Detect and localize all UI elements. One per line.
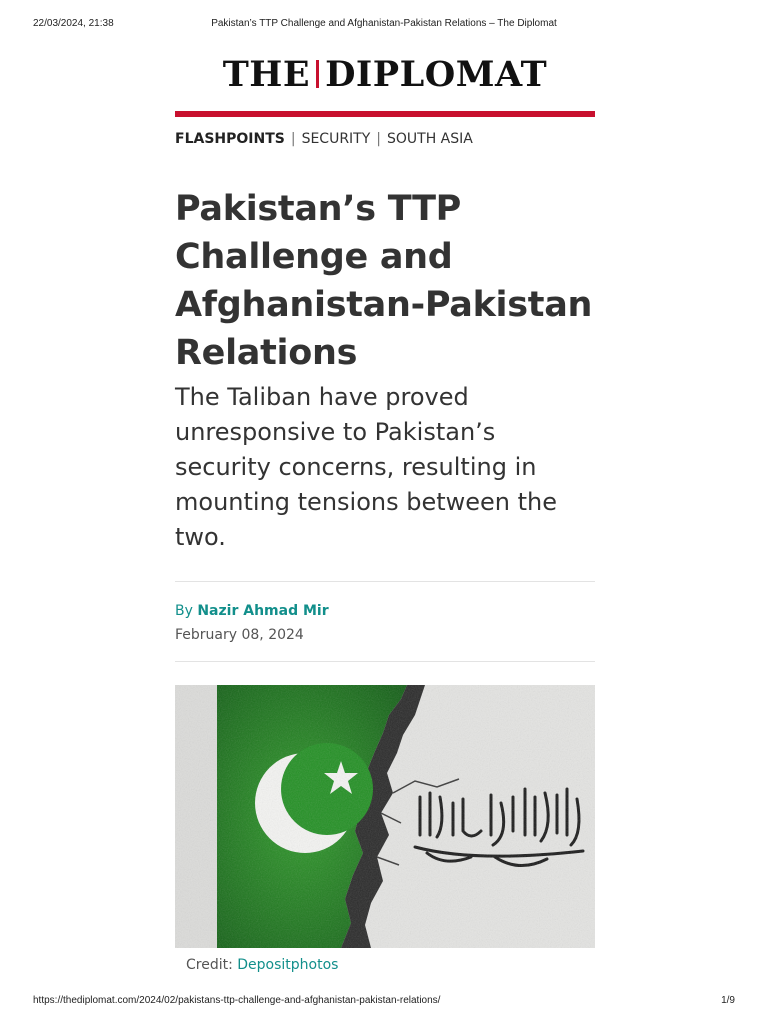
category-link-security[interactable]: SECURITY (301, 131, 371, 147)
print-datetime: 22/03/2024, 21:38 (33, 18, 114, 29)
category-link-south-asia[interactable]: SOUTH ASIA (387, 131, 473, 147)
site-logo[interactable] (175, 55, 595, 95)
print-page-title: Pakistan’s TTP Challenge and Afghanistan-Pakistan Relations – The Diplomat (211, 18, 557, 29)
logo-text-diplomat: DIPLOMAT (325, 54, 548, 95)
flags-illustration (175, 685, 595, 948)
byline-prefix: By (175, 603, 193, 619)
credit-label: Credit: (186, 957, 233, 973)
masthead-rule (175, 111, 595, 117)
credit-source-link[interactable]: Depositphotos (237, 957, 339, 973)
divider (175, 581, 595, 582)
publish-date: February 08, 2024 (175, 627, 304, 643)
byline (175, 601, 595, 621)
category-link-flashpoints[interactable]: FLASHPOINTS (175, 131, 285, 147)
print-page-number: 1/9 (721, 995, 735, 1006)
logo-divider (316, 60, 319, 88)
print-url: https://thediplomat.com/2024/02/pakistans-ttp-challenge-and-afghanistan-pakistan-relations/ (33, 995, 441, 1006)
author-link[interactable]: Nazir Ahmad Mir (197, 603, 329, 619)
logo-text-the: THE (222, 54, 311, 95)
category-separator: | (376, 131, 381, 147)
hero-image (175, 685, 595, 948)
article-headline: Pakistan’s TTP Challenge and Afghanistan-Pakistan Relations (175, 189, 593, 373)
divider (175, 661, 595, 662)
category-breadcrumb (175, 130, 595, 148)
category-separator: | (290, 131, 296, 147)
image-credit (186, 955, 586, 975)
article-subheadline: The Taliban have proved unresponsive to Pakistan’s security concerns, resulting in mounting tensions between the two. (175, 383, 558, 551)
